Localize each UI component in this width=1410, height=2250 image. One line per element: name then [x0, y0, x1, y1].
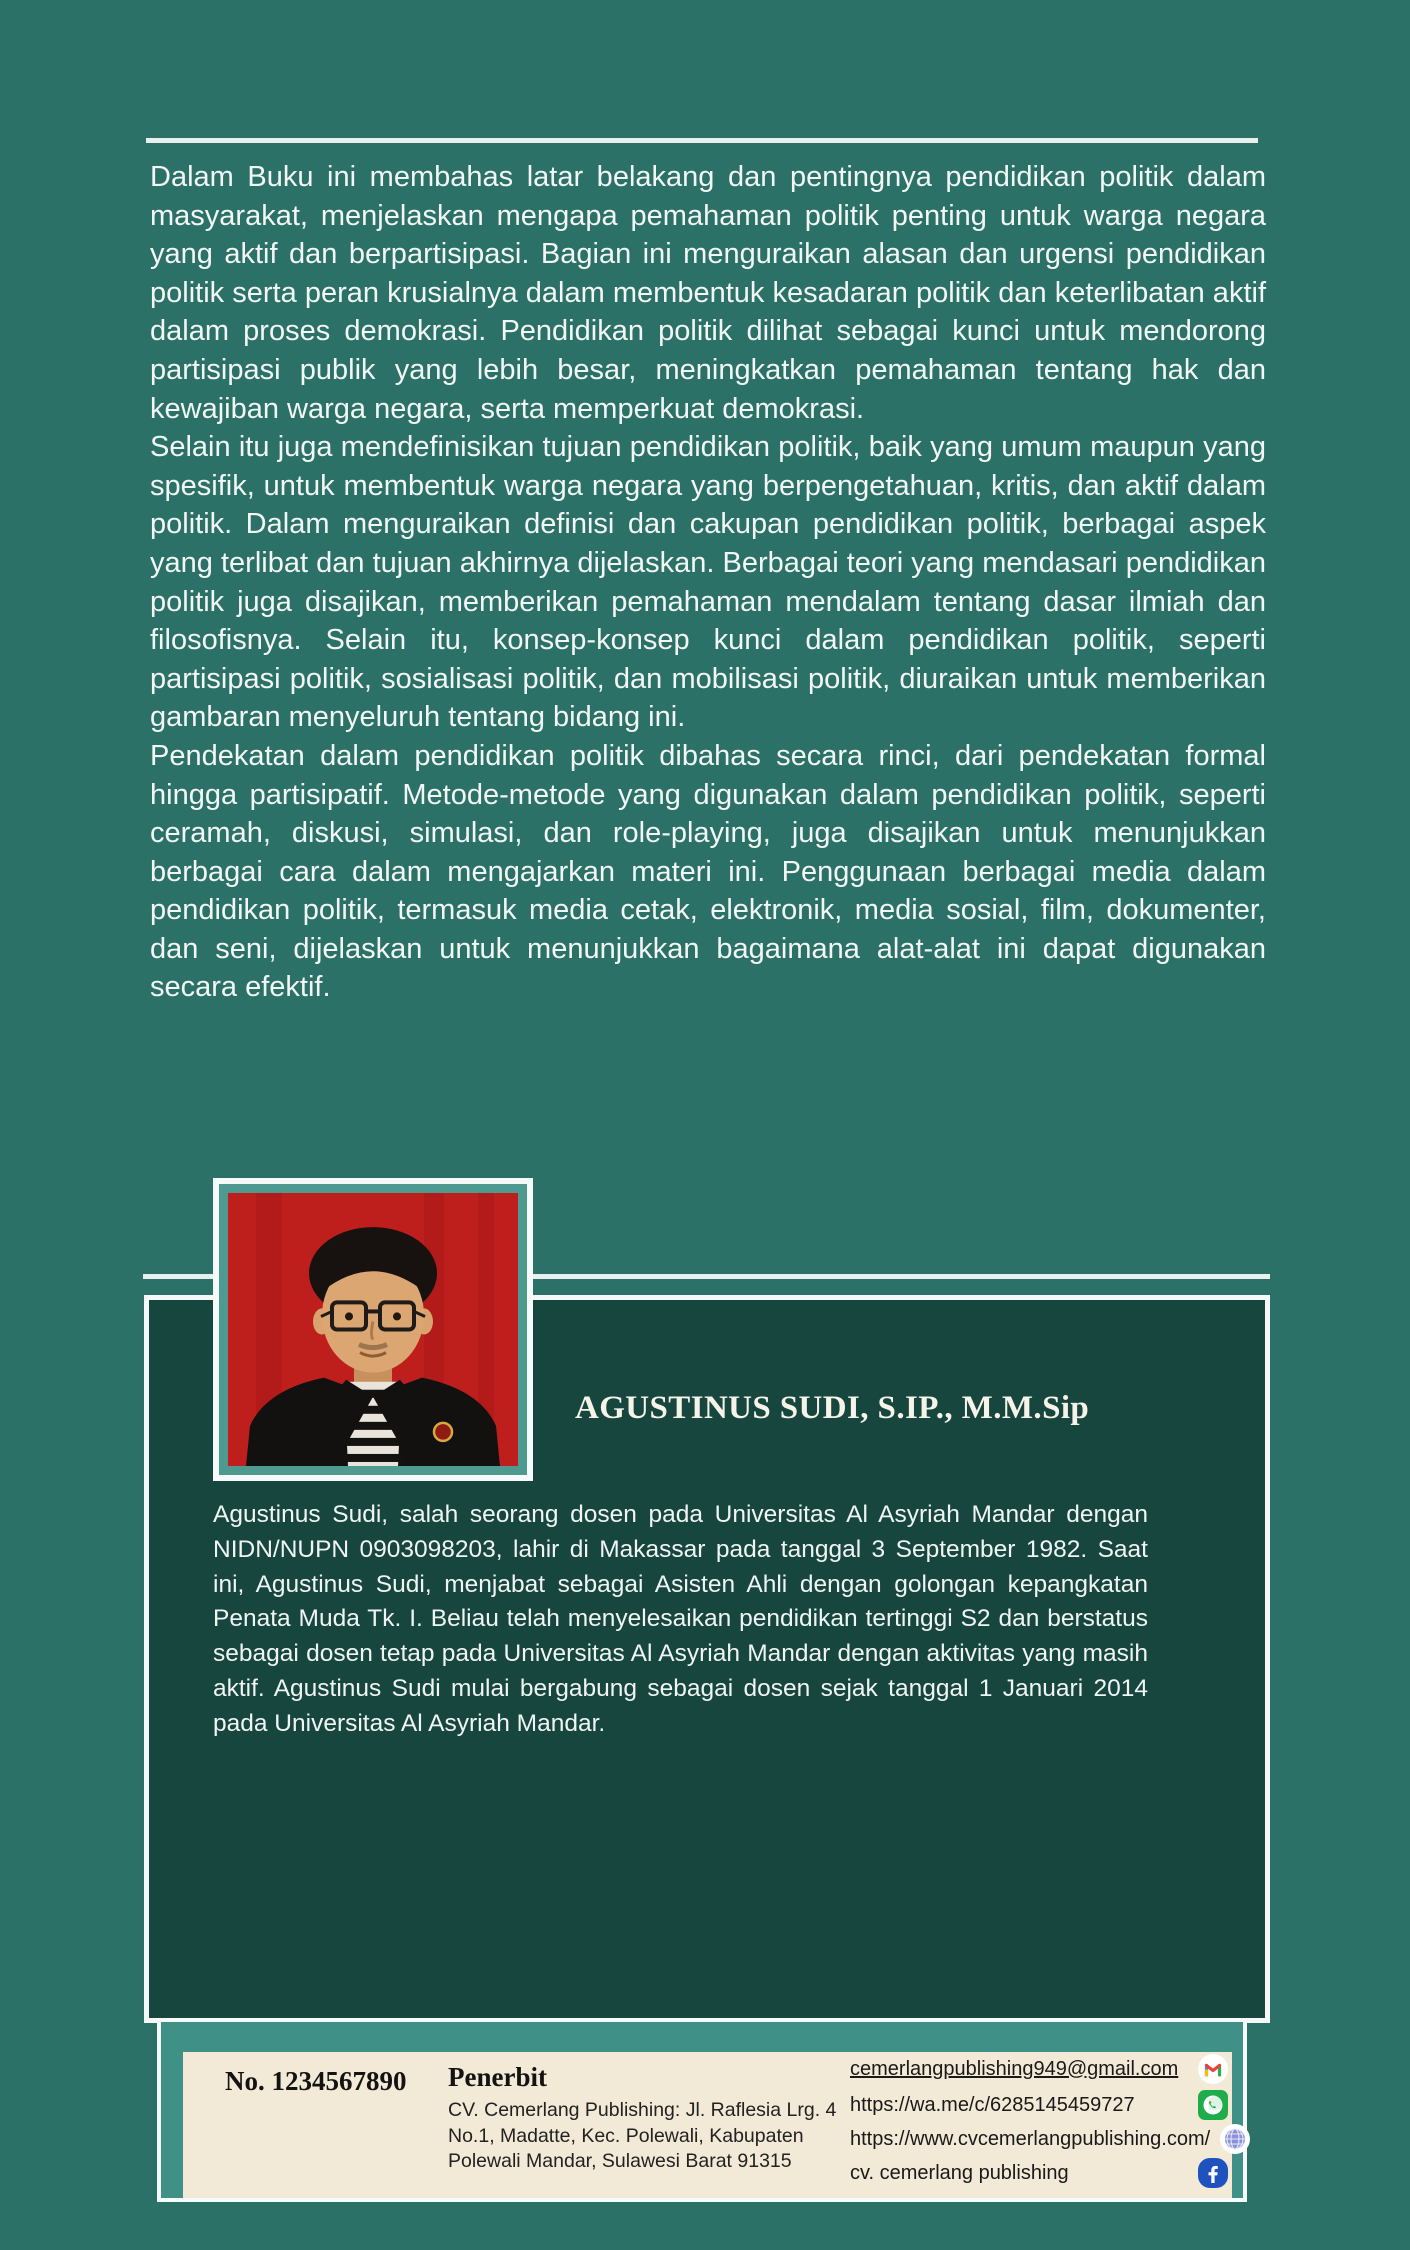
publisher-address — [448, 2098, 837, 2175]
whatsapp-icon[interactable] — [1198, 2090, 1228, 2120]
whatsapp-link-row[interactable] — [850, 2090, 1228, 2120]
facebook-icon[interactable] — [1198, 2158, 1228, 2188]
publisher-heading: Penerbit — [448, 2062, 547, 2092]
gmail-icon[interactable] — [1198, 2054, 1228, 2084]
facebook-link-row[interactable] — [850, 2158, 1228, 2188]
email-link-row[interactable] — [850, 2054, 1228, 2084]
globe-icon[interactable] — [1220, 2124, 1250, 2154]
synopsis-paragraph: Selain itu juga mendefinisikan tujuan pendidikan politik, baik yang umum maupun yang spesifik, untuk membentuk warga negara yang berpengetahuan, kritis, dan aktif dalam politik. Dalam menguraikan definisi dan cakupan pendidikan politik, berbagai aspek yang terlibat dan tujuan akhirnya dijelaskan. Berbagai teori yang mendasari pendidikan politik juga disajikan, memberikan pemahaman mendalam tentang dasar ilmiah dan filosofisnya. Selain itu, konsep-konsep kunci dalam pendidikan politik, seperti partisipasi politik, sosialisasi politik, dan mobilisasi politik, diuraikan untuk memberikan gambaran menyeluruh tentang bidang ini. — [150, 431, 1266, 734]
facebook-page-name[interactable]: cv. cemerlang publishing — [850, 2161, 1069, 2184]
synopsis-paragraph: Dalam Buku ini membahas latar belakang dan pentingnya pendidikan politik dalam masyarakat, menjelaskan mengapa pemahaman politik penting untuk warga negara yang aktif dan berpartisipasi. Bagian ini menguraikan alasan dan urgensi pendidikan politik serta peran krusialnya dalam membentuk kesadaran politik dan keterlibatan aktif dalam proses demokrasi. Pendidikan politik dilihat sebagai kunci untuk mendorong partisipasi publik yang lebih besar, meningkatkan pemahaman tentang hak dan kewajiban warga negara, serta memperkuat demokrasi. — [150, 161, 1266, 425]
author-bio: Agustinus Sudi, salah seorang dosen pada Universitas Al Asyriah Mandar dengan NIDN/NUPN 0903098203, lahir di Makassar pada tanggal 3 September 1982. Saat ini, Agustinus Sudi, menjabat sebagai Asisten Ahli dengan golongan kepangkatan Penata Muda Tk. I. Beliau telah menyelesaikan pendidikan tertinggi S2 dan berstatus sebagai dosen tetap pada Universitas Al Asyriah Mandar dengan aktivitas yang masih aktif. Agustinus Sudi mulai bergabung sebagai dosen sejak tanggal 1 Januari 2014 pada Universitas Al Asyriah Mandar. — [213, 1501, 1148, 1737]
author-name: AGUSTINUS SUDI, S.IP., M.M.Sip — [575, 1390, 1090, 1426]
isbn-number: No. 1234567890 — [225, 2066, 407, 2096]
publisher-address-line: Polewali Mandar, Sulawesi Barat 91315 — [448, 2150, 792, 2172]
whatsapp-link[interactable]: https://wa.me/c/6285145459727 — [850, 2093, 1135, 2116]
website-link[interactable]: https://www.cvcemerlangpublishing.com/ — [850, 2127, 1211, 2150]
publisher-address-line: No.1, Madatte, Kec. Polewali, Kabupaten — [448, 2124, 804, 2147]
synopsis-paragraph: Pendekatan dalam pendidikan politik dibahas secara rinci, dari pendekatan formal hingga partisipatif. Metode-metode yang digunakan dalam pendidikan politik, seperti ceramah, diskusi, simulasi, dan role-playing, juga disajikan untuk menunjukkan berbagai cara dalam mengajarkan materi ini. Penggunaan berbagai media dalam pendidikan politik, termasuk media cetak, elektronik, media sosial, film, dokumenter, dan seni, dijelaskan untuk menunjukkan bagaimana alat-alat ini dapat digunakan secara efektif. — [150, 739, 1266, 1004]
author-photo — [228, 1193, 518, 1466]
author-photo-frame — [213, 1178, 533, 1481]
email-link[interactable]: cemerlangpublishing949@gmail.com — [850, 2057, 1179, 2080]
publisher-contacts — [850, 2054, 1228, 2188]
book-synopsis — [150, 158, 1266, 1007]
website-link-row[interactable] — [850, 2124, 1228, 2154]
publisher-address-line: CV. Cemerlang Publishing: Jl. Raflesia Lrg. 4 — [448, 2099, 837, 2121]
divider-line-top — [146, 138, 1258, 143]
